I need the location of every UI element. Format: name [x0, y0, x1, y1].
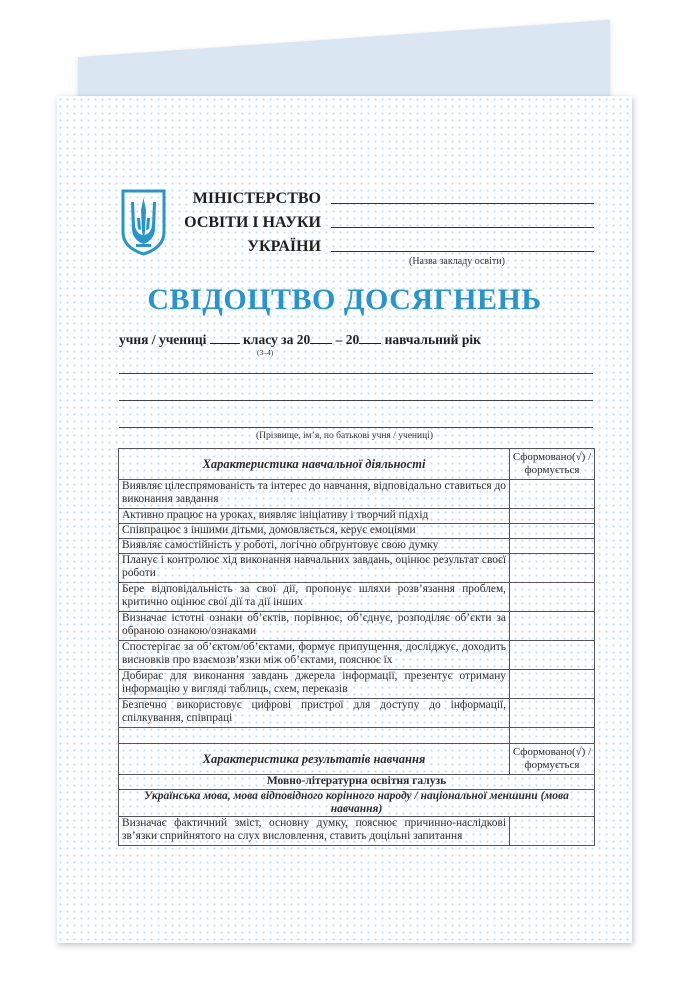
status-cell[interactable] — [510, 509, 595, 524]
results-status-header: Сформовано(√) / формується — [510, 744, 595, 775]
certificate-subtitle — [119, 332, 589, 348]
status-cell[interactable] — [510, 817, 595, 846]
spacer-row — [119, 728, 595, 744]
table-row — [119, 524, 595, 539]
spacer-cell — [119, 728, 510, 744]
school-name-line-2 — [331, 227, 594, 228]
activity-status-header: Сформовано(√) / формується — [510, 449, 595, 480]
student-name-line-2 — [119, 400, 593, 401]
table-row — [119, 699, 595, 728]
status-cell[interactable] — [510, 670, 595, 699]
table-row — [119, 641, 595, 670]
ministry-line-3: УКРАЇНИ — [247, 238, 321, 255]
year-start-prefix: 20 — [296, 332, 311, 347]
student-name-caption: (Прізвище, ім’я, по батькові учня / учениці) — [255, 431, 433, 441]
ministry-line-2: ОСВІТИ І НАУКИ — [184, 214, 321, 231]
student-name-line-3 — [119, 427, 593, 428]
spacer-cell — [510, 728, 595, 744]
table-row — [119, 583, 595, 612]
activity-item: Виявляє цілеспрямованість та інтерес до навчання, відповідально ставиться до виконання завдання — [119, 480, 510, 509]
achievements-table — [118, 448, 595, 846]
results-header: Характеристика результатів навчання — [119, 744, 510, 775]
table-row — [119, 480, 595, 509]
table-row — [119, 670, 595, 699]
school-name-line-3 — [331, 251, 594, 252]
table-row — [119, 817, 595, 846]
school-caption: (Назва закладу освіти) — [409, 256, 505, 267]
table-row — [119, 539, 595, 554]
ministry-name — [169, 187, 321, 259]
activity-item: Активно працює на уроках, виявляє ініціативу і творчий підхід — [119, 509, 510, 524]
ministry-line-1: МІНІСТЕРСТВО — [192, 190, 321, 207]
activity-item: Спостерігає за об’єктом/об’єктами, формує припущення, досліджує, доходить висновків про взаємозв’язки між об’єктами, пояснює їх — [119, 641, 510, 670]
status-cell[interactable] — [510, 480, 595, 509]
status-cell[interactable] — [510, 539, 595, 554]
class-label: класу за — [243, 332, 294, 347]
activity-item: Виявляє самостійність у роботі, логічно обґрунтовує свою думку — [119, 539, 510, 554]
results-header-row — [119, 744, 595, 775]
certificate-title: СВІДОЦТВО ДОСЯГНЕНЬ — [147, 283, 542, 316]
student-label: учня / учениці — [119, 332, 207, 347]
student-name-line-1 — [119, 373, 593, 374]
status-cell[interactable] — [510, 554, 595, 583]
grade-blank — [210, 332, 240, 344]
activity-header: Характеристика навчальної діяльності — [119, 449, 510, 480]
section-title: Мовно-літературна освітня галузь — [119, 775, 595, 790]
section-row — [119, 775, 595, 790]
certificate-page — [57, 96, 632, 943]
year-end-prefix: – 20 — [335, 332, 360, 347]
table-row — [119, 612, 595, 641]
school-year-label: навчальний рік — [384, 332, 481, 347]
trident-coat-of-arms-icon — [120, 188, 167, 256]
activity-header-row — [119, 449, 595, 480]
activity-item: Співпрацює з іншими дітьми, домовляється, керує емоціями — [119, 524, 510, 539]
activity-item: Бере відповідальність за свої дії, пропонує шляхи розв’язання проблем, критично оцінює свої дії та дії інших — [119, 583, 510, 612]
status-cell[interactable] — [510, 699, 595, 728]
table-row — [119, 554, 595, 583]
result-item: Визначає фактичний зміст, основну думку, пояснює причинно-наслідкові зв’язки сприйнятого на слух висловлення, ставить доцільні запитання — [119, 817, 510, 846]
activity-item: Планує і контролює хід виконання навчальних завдань, оцінює результат своєї роботи — [119, 554, 510, 583]
status-cell[interactable] — [510, 612, 595, 641]
activity-item: Безпечно використовує цифрові пристрої для доступу до інформації, спілкування, співпраці — [119, 699, 510, 728]
school-name-line-1 — [331, 203, 594, 204]
status-cell[interactable] — [510, 524, 595, 539]
table-row — [119, 509, 595, 524]
activity-item: Визначає істотні ознаки об’єктів, порівнює, об’єднує, розподіляє об’єкти за обраною ознакою/ознаками — [119, 612, 510, 641]
year-start-blank — [310, 332, 332, 344]
status-cell[interactable] — [510, 583, 595, 612]
subsection-title: Українська мова, мова відповідного корінного народу / національної меншини (мова навчання) — [119, 790, 595, 817]
year-end-blank — [359, 332, 381, 344]
grade-hint: (3–4) — [257, 348, 274, 357]
status-cell[interactable] — [510, 641, 595, 670]
activity-item: Добирає для виконання завдань джерела інформації, презентує отриману інформацію у вигляді таблиць, схем, переказів — [119, 670, 510, 699]
subsection-row — [119, 790, 595, 817]
